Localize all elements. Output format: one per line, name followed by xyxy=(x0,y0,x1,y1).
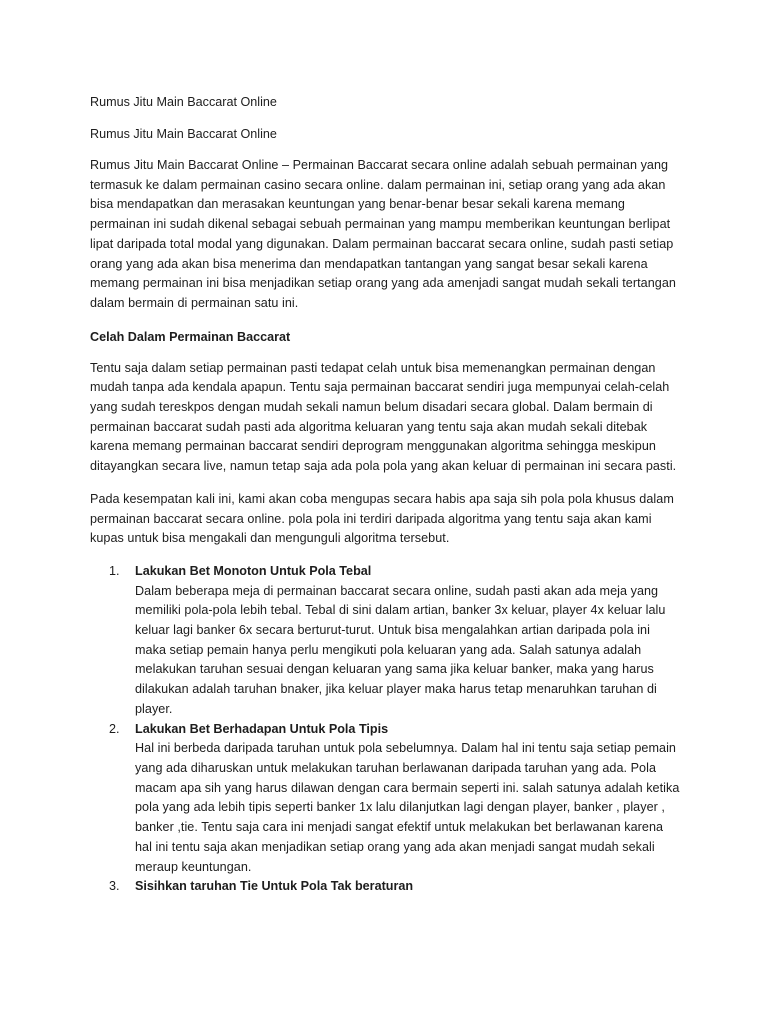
text-line: melakukan taruhan sesuai dengan keluaran yang sama jika keluar banker, maka yang harus xyxy=(135,662,654,677)
list-item xyxy=(90,720,684,878)
list-item-number: 3. xyxy=(109,879,120,894)
text-line: memang permainan ini bisa menjadikan setiap orang yang ada amenjadi sangat mudah sekali tertangan xyxy=(90,276,676,291)
celah-paragraph xyxy=(90,359,684,477)
document-page xyxy=(90,92,684,897)
text-line: permainan ini sudah dikenal sebagai sebuah permainan yang mampu memberikan keuntungan berlipat xyxy=(90,217,671,232)
steps-list xyxy=(90,562,684,897)
text-line: dilakukan adalah taruhan bnaker, jika keluar player maka harus tetap menaruhkan taruhan di xyxy=(135,682,657,697)
text-line: orang yang ada akan bisa menerima dan mendapatkan tantangan yang sangat besar sekali karena xyxy=(90,256,648,271)
text-line: pola yang ada lebih tipis seperti banker 1x lalu dilanjutkan lagi dengan player, banker , player , xyxy=(135,800,665,815)
list-item xyxy=(90,562,684,720)
text-line: Dalam beberapa meja di permainan baccarat secara online, sudah pasti akan ada meja yang xyxy=(135,583,659,598)
document-title: Rumus Jitu Main Baccarat Online xyxy=(90,95,277,109)
text-line: kupas untuk bisa mengakali dan mengunguli algoritma tersebut. xyxy=(90,531,450,546)
list-item-number: 2. xyxy=(109,721,120,736)
text-line: bisa mendapatkan dan merasakan keuntungan yang benar-benar besar sekali karena memang xyxy=(90,197,625,212)
text-line: maka setiap pemain hanya perlu mengikuti pola keluaran yang ada. Salah satunya adalah xyxy=(135,642,642,657)
text-line: hal ini tentu saja akan menjadikan setiap orang yang ada akan menjadi sangat mudah sekali xyxy=(135,839,655,854)
text-line: meraup keuntungan. xyxy=(135,859,252,874)
text-line: memiliki pola-pola lebih tebal. Tebal di sini dalam artian, banker 3x keluar, player 4x keluar lalu xyxy=(135,603,666,618)
text-line: yang ada diharuskan untuk melakukan taruhan berlawanan daripada taruhan yang ada. Pola xyxy=(135,760,657,775)
text-line: termasuk ke dalam permainan casino secara online. dalam permainan ini, setiap orang yang ada akan xyxy=(90,177,666,192)
list-item-title: Sisihkan taruhan Tie Untuk Pola Tak beraturan xyxy=(135,879,414,894)
text-line: Rumus Jitu Main Baccarat Online – Permainan Baccarat secara online adalah sebuah permainan yang xyxy=(90,158,669,172)
text-line: player. xyxy=(135,701,173,716)
text-line: permainan baccarat secara online. pola pola ini terdiri daripada algoritma yang tentu saja akan kami xyxy=(90,511,652,526)
text-line: mudah tanpa ada kendala apapun. Tentu saja permainan baccarat sendiri juga mempunyai celah-celah xyxy=(90,380,670,395)
list-item xyxy=(90,877,684,897)
text-line: Pada kesempatan kali ini, kami akan coba mengupas secara habis apa saja sih pola pola khusus dalam xyxy=(90,491,674,506)
list-item-title: Lakukan Bet Berhadapan Untuk Pola Tipis xyxy=(135,721,389,736)
kesempatan-paragraph xyxy=(90,490,684,549)
intro-paragraph xyxy=(90,156,684,314)
list-item-title: Lakukan Bet Monoton Untuk Pola Tebal xyxy=(135,563,372,578)
text-line: permainan baccarat sudah pasti ada algoritma keluaran yang tentu saja akan mudah sekali ditebak xyxy=(90,419,648,434)
text-line: ditayangkan secara live, namun tetap saja ada pola pola yang akan keluar di permainan ini secara pasti. xyxy=(90,459,677,474)
text-line: banker ,tie. Tentu saja cara ini menjadi sangat efektif untuk melakukan bet berlawanan karena xyxy=(135,820,664,835)
text-line: keluar lagi banker 6x secara berturut-turut. Untuk bisa mengalahkan artian daripada pola ini xyxy=(135,623,650,638)
document-title-repeat: Rumus Jitu Main Baccarat Online xyxy=(90,127,277,141)
text-line: Hal ini berbeda daripada taruhan untuk pola sebelumnya. Dalam hal ini tentu saja setiap pemain xyxy=(135,741,676,756)
text-line: macam apa sih yang harus dilawan dengan cara bermain seperti ini. salah satunya adalah ketika xyxy=(135,780,680,795)
text-line: lipat daripada total modal yang digunakan. Dalam permainan baccarat secara online, sudah pasti setiap xyxy=(90,236,674,251)
text-line: dalam bermain di permainan satu ini. xyxy=(90,295,299,310)
text-line: yang sudah tereskpos dengan mudah sekali namun belum disadari secara global. Dalam bermain di xyxy=(90,400,653,415)
section-heading: Celah Dalam Permainan Baccarat xyxy=(90,329,291,344)
list-item-number: 1. xyxy=(109,563,120,578)
list-item-body xyxy=(135,582,684,720)
text-line: Tentu saja dalam setiap permainan pasti tedapat celah untuk bisa memenangkan permainan dengan xyxy=(90,360,656,375)
text-line: karena memang permainan baccarat sendiri deprogram menggunakan algoritma sehingga meskipun xyxy=(90,439,656,454)
list-item-body xyxy=(135,739,684,877)
